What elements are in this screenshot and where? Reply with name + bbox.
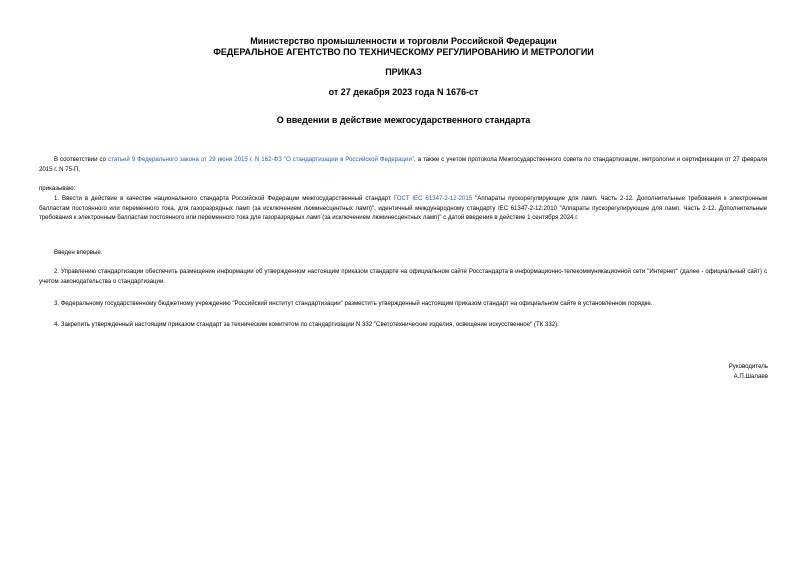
item-1-prefix: 1. Ввести в действие в качестве национального стандарта Российской Федерации межгосударственный стандарт	[54, 195, 394, 202]
signatory-name: А.П.Шалаев	[733, 373, 768, 380]
preamble-prefix: В соответствии со	[54, 156, 109, 163]
paragraph-order-verb: приказываю:	[39, 185, 76, 192]
item-1-suffix: "Аппараты пускорегулирующие для ламп. Часть 2-12. Дополнительные требования к электронным балластам постоянного или переменного тока, для газоразрядных ламп (за исключением люминесцентных ламп)", идентичный международному стандарту IEC 61347-2-12:2010 "Аппараты пускорегулирующие для ламп. Часть 2-12. Дополнительные требования к электронным балластам постоянного или переменного тока для газоразрядных ламп (за исключением люминесцентных ламп)" с датой введения в действие 1 сентября 2024 г.	[39, 195, 768, 221]
paragraph-item-2: 2. Управлению стандартизации обеспечить размещение информации об утвержденном настоящим приказом стандарте на официальном сайте Росстандарта в информационно-телекоммуникационной сети "Интернет" (далее - официальный сайт) с учетом законодательства о стандартизации.	[39, 268, 767, 285]
order-subject: О введении в действие межгосударственного стандарта	[276, 115, 531, 125]
ministry-name: Министерство промышленности и торговли Российской Федерации	[250, 36, 557, 46]
federal-law-link[interactable]: статьей 9 Федерального закона от 29 июня 2015 г. N 162-ФЗ "О стандартизации в Российской Федерации"	[108, 156, 415, 163]
agency-name: ФЕДЕРАЛЬНОЕ АГЕНТСТВО ПО ТЕХНИЧЕСКОМУ РЕГУЛИРОВАНИЮ И МЕТРОЛОГИИ	[213, 47, 594, 57]
signatory-title: Руководитель	[728, 363, 768, 370]
paragraph-item-3: 3. Федеральному государственному бюджетному учреждению "Российский институт стандартизации" разместить утвержденный настоящим приказом стандарт на официальном сайте в установленном порядке.	[54, 300, 653, 307]
order-date: от 27 декабря 2023 года N 1676-ст	[328, 87, 479, 97]
paragraph-introduced-first: Введен впервые.	[54, 249, 103, 256]
paragraph-preamble	[39, 155, 767, 174]
paragraph-item-4: 4. Закрепить утвержденный настоящим приказом стандарт за техническим комитетом по стандартизации N 332 "Светотехнические изделия, освещение искусственное" (ТК 332).	[54, 321, 559, 328]
gost-standard-link[interactable]: ГОСТ IEC 61347-2-12-2015	[393, 195, 473, 202]
paragraph-item-1	[39, 194, 767, 223]
preamble-suffix: , а также с учетом протокола Межгосударственного совета по стандартизации, метрологии и сертификации от 27 февраля 2015 г. N 75-П,	[39, 156, 768, 173]
order-heading: ПРИКАЗ	[385, 67, 422, 77]
